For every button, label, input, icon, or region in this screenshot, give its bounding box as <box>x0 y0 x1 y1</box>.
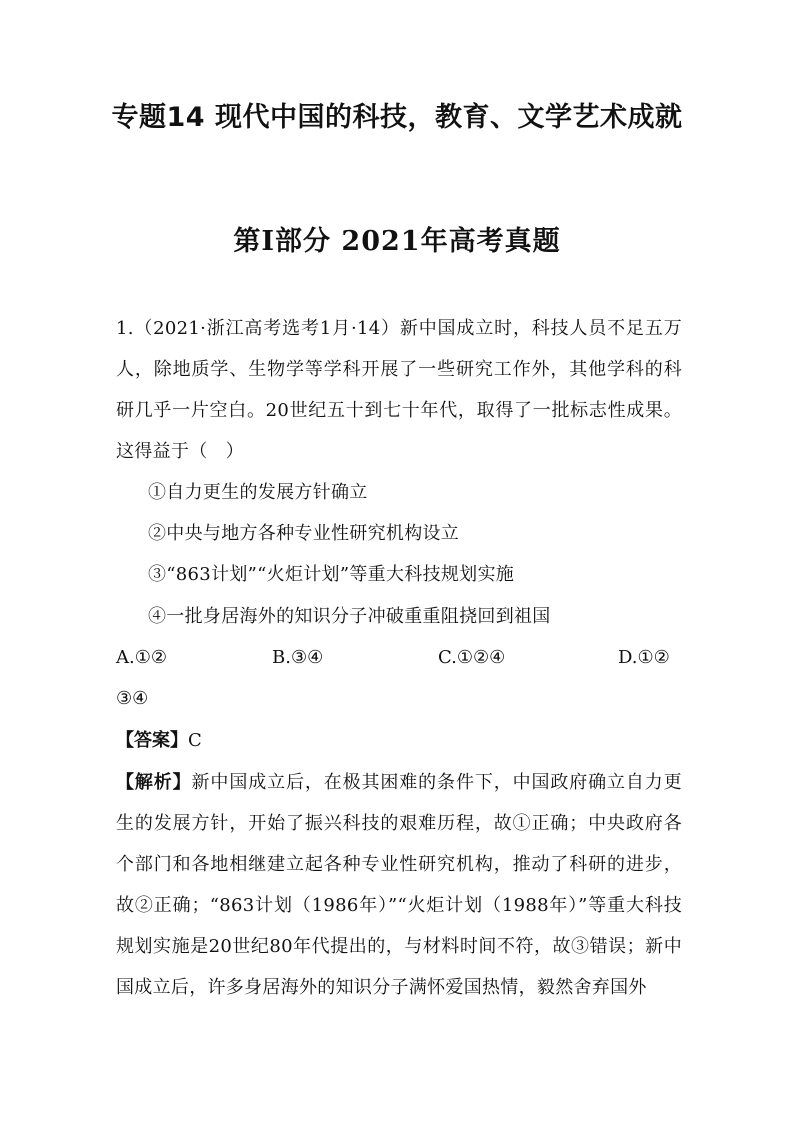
choice-b: B.③④ <box>272 647 324 668</box>
analysis-paragraph <box>116 762 682 1008</box>
choice-d-continuation: ③④ <box>116 688 149 709</box>
choice-c: C.①②④ <box>438 647 506 668</box>
question-option-1: ①自力更生的发展方针确立 <box>148 482 368 503</box>
question-option-3: ③“863计划”“火炬计划”等重大科技规划实施 <box>148 564 515 585</box>
choice-a: A.①② <box>116 647 167 668</box>
section-title: 第Ⅰ部分 2021年高考真题 <box>233 226 561 257</box>
answer-value: C <box>188 730 202 751</box>
question-option-4: ④一批身居海外的知识分子冲破重重阻挠回到祖国 <box>148 606 551 627</box>
choice-d: D.①② <box>618 647 670 668</box>
question-option-2: ②中央与地方各种专业性研究机构设立 <box>148 523 460 544</box>
answer-label: 【答案】 <box>116 730 188 751</box>
analysis-text: 新中国成立后，在极其困难的条件下，中国政府确立自力更生的发展方针，开始了振兴科技的艰难历程，故①正确；中央政府各个部门和各地相继建立起各种专业性研究机构，推动了科研的进步，故②正确；“863计划（1986年）”“火炬计划（1988年）”等重大科技规划实施是20世纪80年代提出的，与材料时间不符，故③错误；新中国成立后，许多身居海外的知识分子满怀爱国热情，毅然舍弃国外 <box>116 772 682 998</box>
analysis-label: 【解析】 <box>116 772 192 793</box>
document-title: 专题14 现代中国的科技，教育、文学艺术成就 <box>111 102 683 133</box>
answer-line <box>116 720 202 761</box>
question-stem: 1.（2021·浙江高考选考1月·14）新中国成立时，科技人员不足五万人，除地质学、生物学等学科开展了一些研究工作外，其他学科的科研几乎一片空白。20世纪五十到七十年代，取得了一批标志性成果。这得益于（ ） <box>116 318 682 462</box>
